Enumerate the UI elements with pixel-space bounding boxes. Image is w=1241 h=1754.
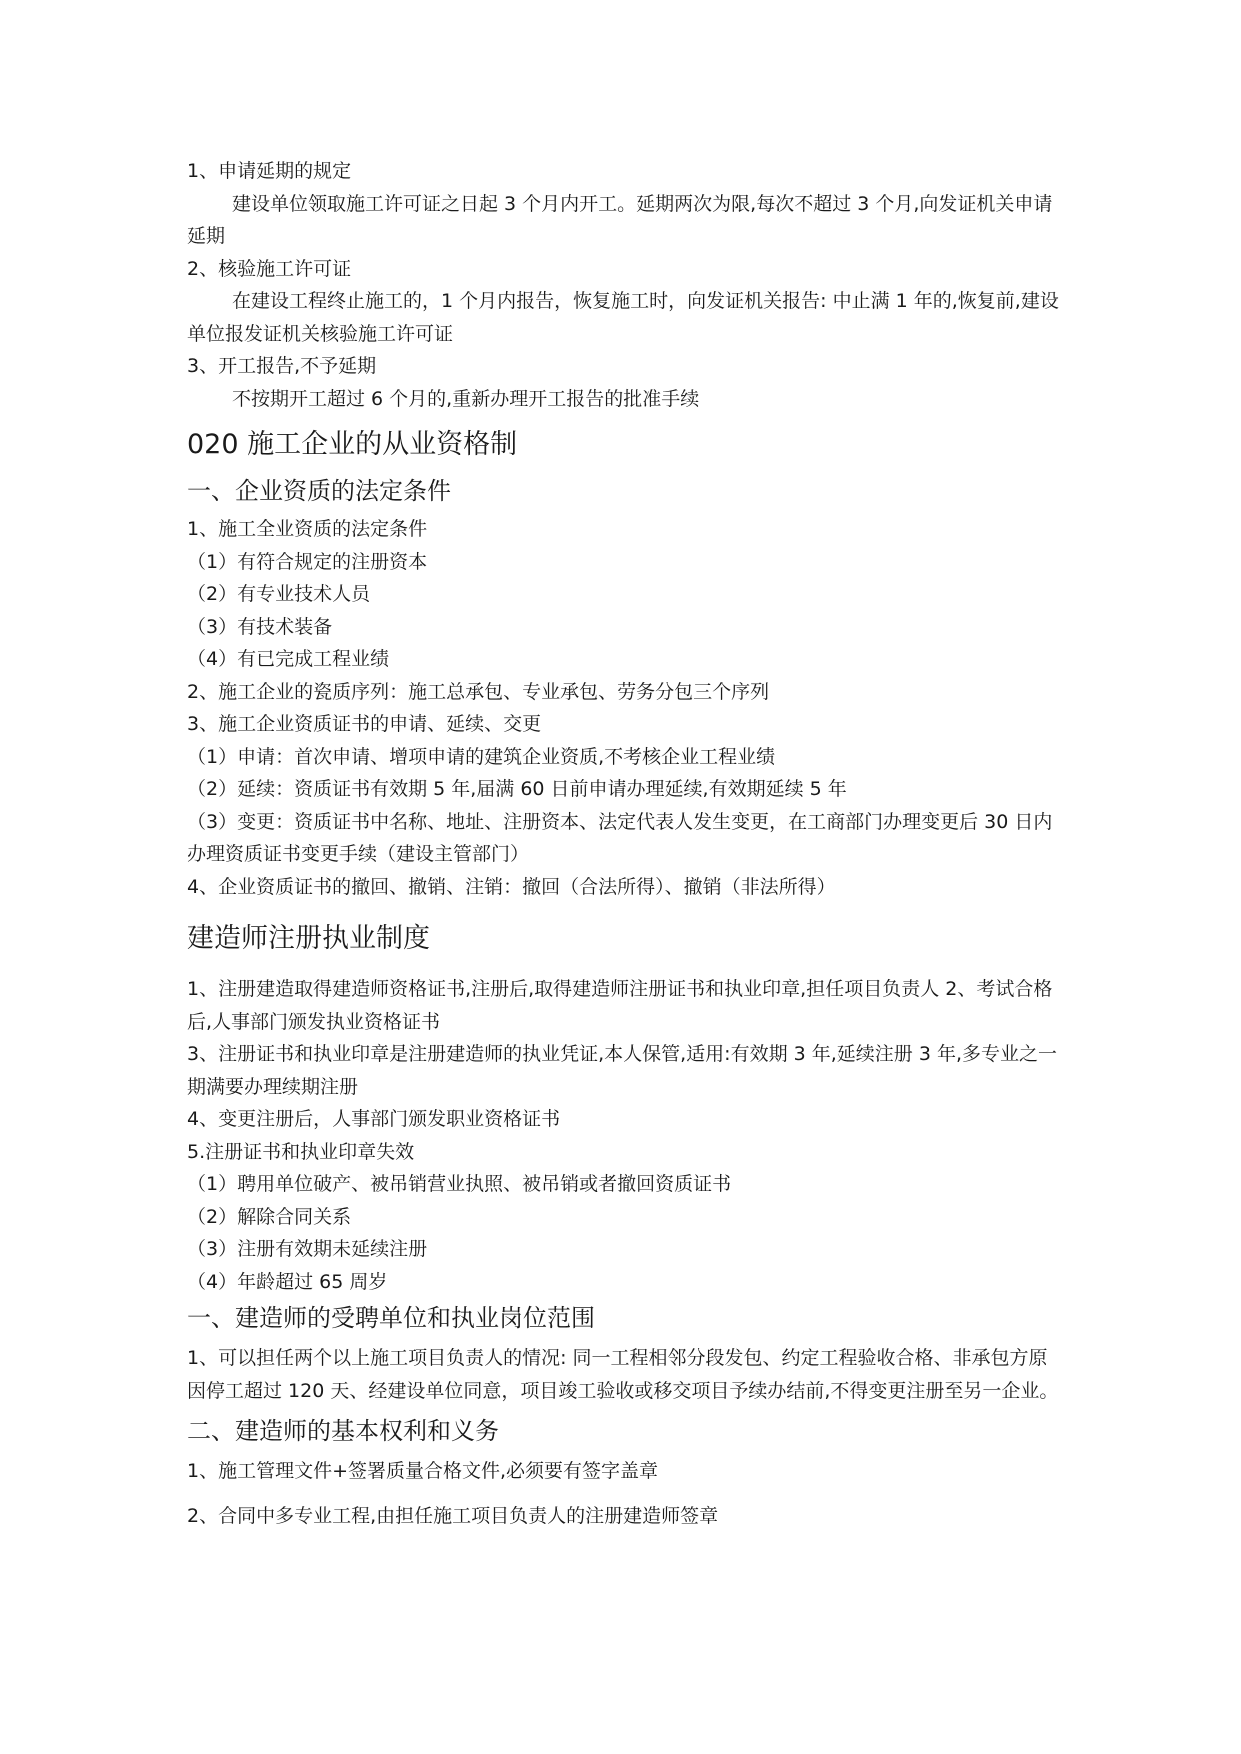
heading-020: 020 施工企业的从业资格制 — [187, 429, 518, 460]
qual-line: （3）有技术装备 — [187, 615, 333, 638]
qual-line: 3、施工企业资质证书的申请、延续、交更 — [187, 713, 542, 735]
heading-scope: 一、建造师的受聘单位和执业岗位范围 — [187, 1304, 595, 1332]
verify-body: 在建设工程终止施工的，1 个月内报告，恢复施工时，向发证机关报告: 中止满 1 年的,恢复前,建设单位报发证机关核验施工许可证 — [187, 290, 1059, 345]
qual-line: 1、施工全业资质的法定条件 — [187, 518, 428, 540]
builder-line: 4、变更注册后，人事部门颁发职业资格证书 — [187, 1108, 561, 1130]
scope-body: 1、可以担任两个以上施工项目负责人的情况: 同一工程相邻分段发包、约定工程验收合格、非承包方原因停工超过 120 天、经建设单位同意，项目竣工验收或移交项目予续办结前,不得变更注册至另一企业。 — [187, 1347, 1059, 1402]
builder-line: （1）聘用单位破产、被吊销营业执照、被吊销或者撤回资质证书 — [187, 1173, 732, 1195]
builder-line: 1、注册建造取得建造师资格证书,注册后,取得建造师注册证书和执业印章,担任项目负责人 2、考试合格后,人事部门颁发执业资格证书 — [187, 978, 1053, 1033]
qual-line: （1）有符合规定的注册资本 — [187, 550, 428, 573]
verify-title: 2、核验施工许可证 — [187, 257, 352, 280]
rights-line: 2、合同中多专业工程,由担任施工项目负责人的注册建造师签章 — [187, 1504, 719, 1527]
heading-builder: 建造师注册执业制度 — [187, 923, 430, 954]
rights-line: 1、施工管理文件+签署质量合格文件,必须要有签字盖章 — [187, 1460, 659, 1482]
qual-line: （2）延续：资质证书有效期 5 年,届满 60 日前申请办理延续,有效期延续 5 年 — [187, 778, 847, 800]
builder-line: （2）解除合同关系 — [187, 1205, 352, 1228]
extension-title: 1、申请延期的规定 — [187, 160, 352, 182]
report-body: 不按期开工超过 6 个月的,重新办理开工报告的批准手续 — [232, 387, 700, 410]
heading-rights: 二、建造师的基本权利和义务 — [187, 1417, 499, 1445]
qual-line: 2、施工企业的瓷质序列：施工总承包、专业承包、劳务分包三个序列 — [187, 680, 770, 703]
qual-line: （1）申请：首次申请、增项申请的建筑企业资质,不考核企业工程业绩 — [187, 745, 776, 768]
builder-line: 3、注册证书和执业印章是注册建造师的执业凭证,本人保管,适用:有效期 3 年,延续注册 3 年,多专业之一期满要办理续期注册 — [187, 1043, 1057, 1098]
qual-line: 4、企业资质证书的撤回、撤销、注销：撤回（合法所得）、撤销（非法所得） — [187, 875, 836, 898]
qual-line: （4）有已完成工程业绩 — [187, 648, 390, 670]
builder-line: （4）年龄超过 65 周岁 — [187, 1270, 388, 1293]
builder-line: 5.注册证书和执业印章失效 — [187, 1140, 415, 1163]
heading-qualification: 一、企业资质的法定条件 — [187, 477, 451, 505]
builder-line: （3）注册有效期未延续注册 — [187, 1238, 428, 1260]
qual-line: （3）变更：资质证书中名称、地址、注册资本、法定代表人发生变更，在工商部门办理变更后 30 日内办理资质证书变更手续（建设主管部门） — [187, 810, 1053, 865]
extension-body: 建设单位领取施工许可证之日起 3 个月内开工。延期两次为限,每次不超过 3 个月,向发证机关申请延期 — [187, 192, 1053, 247]
qual-line: （2）有专业技术人员 — [187, 583, 371, 605]
report-title: 3、开工报告,不予延期 — [187, 355, 377, 377]
